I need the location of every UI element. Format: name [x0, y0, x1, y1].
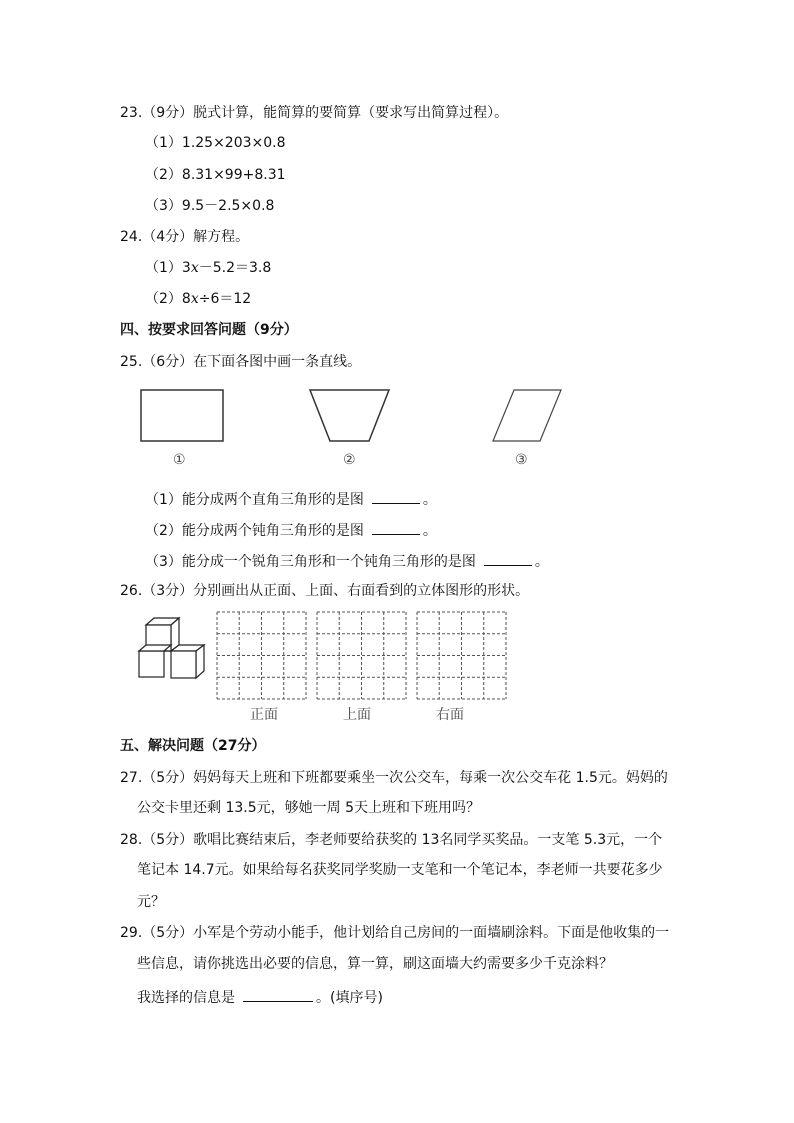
grid-label-top: 上面	[343, 707, 371, 723]
q23-item-2: （2）8.31×99+8.31	[145, 167, 286, 183]
q25-item-text: （3）能分成一个锐角三角形和一个钝角三角形的是图	[145, 554, 476, 570]
figure-label-2: ②	[343, 452, 356, 468]
answer-blank[interactable]	[372, 489, 420, 504]
eq-prefix: （2）8	[145, 291, 191, 307]
q24-title: 24.（4分）解方程。	[120, 229, 250, 245]
answer-blank[interactable]	[484, 551, 532, 566]
q28-line-3: 元？	[137, 894, 165, 910]
q23-item-3: （3）9.5－2.5×0.8	[145, 198, 275, 214]
q25-item-2	[145, 520, 437, 540]
period: 。	[534, 554, 549, 570]
q27-line-2: 公交卡里还剩 13.5元，够她一周 5天上班和下班用吗？	[137, 800, 480, 816]
section-5-heading: 五、解决问题（27分）	[120, 738, 266, 754]
q25-title: 25.（6分）在下面各图中画一条直线。	[120, 354, 362, 370]
eq-var: x	[190, 291, 199, 307]
figure-label-3: ③	[515, 452, 528, 468]
q25-item-text: （2）能分成两个钝角三角形的是图	[145, 523, 364, 539]
figure-trapezoid	[310, 390, 389, 441]
q29-answer-line	[137, 987, 383, 1007]
answer-prefix: 我选择的信息是	[137, 990, 235, 1006]
q29-line-2: 些信息，请你挑选出必要的信息，算一算，刷这面墙大约需要多少千克涂料？	[137, 956, 613, 972]
period: 。	[422, 492, 437, 508]
period: 。	[422, 523, 437, 539]
eq-var: x	[190, 260, 199, 276]
q23-item-1: （1）1.25×203×0.8	[145, 135, 286, 151]
q25-item-1	[145, 489, 437, 509]
q26-title: 26.（3分）分别画出从正面、上面、右面看到的立体图形的形状。	[120, 583, 530, 599]
eq-suffix: ÷6＝12	[198, 291, 252, 307]
q27-line-1: 27.（5分）妈妈每天上班和下班都要乘坐一次公交车，每乘一次公交车花 1.5元。妈妈的	[120, 770, 668, 786]
q28-line-2: 笔记本 14.7元。如果给每名获奖同学奖励一支笔和一个笔记本，李老师一共要花多少	[137, 862, 663, 878]
eq-suffix: －5.2＝3.8	[198, 260, 272, 276]
grid-label-front: 正面	[250, 707, 278, 723]
figure-parallelogram	[493, 390, 561, 441]
q25-item-text: （1）能分成两个直角三角形的是图	[145, 492, 364, 508]
q25-item-3	[145, 551, 549, 571]
eq-prefix: （1）3	[145, 260, 191, 276]
figure-rectangle	[141, 390, 223, 441]
section-4-heading: 四、按要求回答问题（9分）	[120, 322, 298, 338]
answer-blank[interactable]	[243, 987, 313, 1002]
figure-label-1: ①	[173, 452, 186, 468]
answer-suffix: 。(填序号)	[316, 990, 383, 1006]
q28-line-1: 28.（5分）歌唱比赛结束后，李老师要给获奖的 13名同学买奖品。一支笔 5.3元，一个	[120, 832, 663, 848]
dashed-grids	[217, 612, 506, 699]
grid-label-right: 右面	[436, 707, 464, 723]
answer-blank[interactable]	[372, 520, 420, 535]
q23-title: 23.（9分）脱式计算，能简算的要简算（要求写出简算过程）。	[120, 105, 509, 121]
cube-stack	[139, 618, 204, 678]
q29-line-1: 29.（5分）小军是个劳动小能手，他计划给自己房间的一面墙刷涂料。下面是他收集的一	[120, 925, 670, 941]
